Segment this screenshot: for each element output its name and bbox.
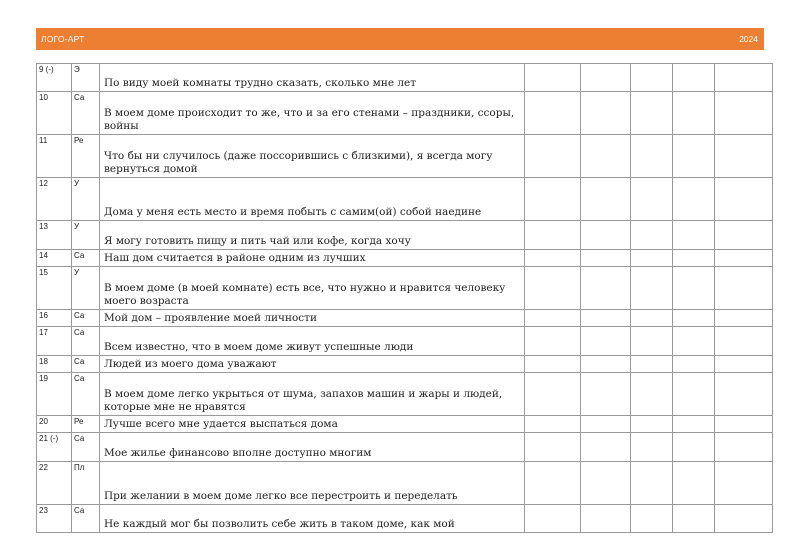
item-number: 21 (-) <box>37 433 72 462</box>
item-number: 20 <box>37 416 72 433</box>
score-cell[interactable] <box>581 310 631 327</box>
score-cell[interactable] <box>673 267 715 310</box>
item-number: 11 <box>37 135 72 178</box>
score-cell[interactable] <box>525 327 581 356</box>
score-cell[interactable] <box>631 462 673 505</box>
score-cell[interactable] <box>631 92 673 135</box>
score-cell[interactable] <box>631 310 673 327</box>
table-row <box>37 92 773 135</box>
score-cell[interactable] <box>673 356 715 373</box>
item-category: Са <box>72 505 100 533</box>
score-cell[interactable] <box>581 416 631 433</box>
table-row <box>37 221 773 250</box>
score-cell[interactable] <box>715 505 773 533</box>
score-cell[interactable] <box>581 250 631 267</box>
score-cell[interactable] <box>631 373 673 416</box>
item-statement: Людей из моего дома уважают <box>100 356 525 373</box>
score-cell[interactable] <box>525 267 581 310</box>
score-cell[interactable] <box>581 505 631 533</box>
table-row <box>37 135 773 178</box>
item-category: Э <box>72 64 100 92</box>
item-number: 10 <box>37 92 72 135</box>
item-category: Са <box>72 250 100 267</box>
score-cell[interactable] <box>525 178 581 221</box>
score-cell[interactable] <box>631 64 673 92</box>
score-cell[interactable] <box>581 433 631 462</box>
score-cell[interactable] <box>673 327 715 356</box>
score-cell[interactable] <box>715 267 773 310</box>
score-cell[interactable] <box>525 64 581 92</box>
table-row <box>37 267 773 310</box>
item-statement: При желании в моем доме легко все перестроить и переделать <box>100 462 525 505</box>
item-statement: В моем доме легко укрыться от шума, запахов машин и жары и людей, которые мне не нравятся <box>100 373 525 416</box>
item-statement: Наш дом считается в районе одним из лучших <box>100 250 525 267</box>
item-statement: Дома у меня есть место и время побыть с самим(ой) собой наедине <box>100 178 525 221</box>
item-number: 16 <box>37 310 72 327</box>
score-cell[interactable] <box>715 416 773 433</box>
item-statement: Мое жилье финансово вполне доступно многим <box>100 433 525 462</box>
score-cell[interactable] <box>581 356 631 373</box>
item-statement: Не каждый мог бы позволить себе жить в таком доме, как мой <box>100 505 525 533</box>
item-category: Са <box>72 356 100 373</box>
score-cell[interactable] <box>581 64 631 92</box>
score-cell[interactable] <box>631 250 673 267</box>
score-cell[interactable] <box>715 462 773 505</box>
item-statement: Лучше всего мне удается выспаться дома <box>100 416 525 433</box>
item-number: 13 <box>37 221 72 250</box>
item-number: 23 <box>37 505 72 533</box>
score-cell[interactable] <box>673 310 715 327</box>
item-category: Са <box>72 92 100 135</box>
table-row <box>37 64 773 92</box>
score-cell[interactable] <box>581 178 631 221</box>
table-row <box>37 433 773 462</box>
score-cell[interactable] <box>673 178 715 221</box>
item-category: У <box>72 267 100 310</box>
table-row <box>37 310 773 327</box>
score-cell[interactable] <box>581 462 631 505</box>
score-cell[interactable] <box>673 373 715 416</box>
score-cell[interactable] <box>631 327 673 356</box>
header-year: 2024 <box>739 34 758 44</box>
item-category: Са <box>72 433 100 462</box>
item-statement: В моем доме (в моей комнате) есть все, что нужно и нравится человеку моего возраста <box>100 267 525 310</box>
item-category: Са <box>72 327 100 356</box>
score-cell[interactable] <box>525 356 581 373</box>
item-number: 17 <box>37 327 72 356</box>
score-cell[interactable] <box>715 310 773 327</box>
item-statement: По виду моей комнаты трудно сказать, сколько мне лет <box>100 64 525 92</box>
score-cell[interactable] <box>631 135 673 178</box>
score-cell[interactable] <box>673 135 715 178</box>
item-statement: В моем доме происходит то же, что и за его стенами – праздники, ссоры, войны <box>100 92 525 135</box>
score-cell[interactable] <box>581 92 631 135</box>
score-cell[interactable] <box>715 373 773 416</box>
item-category: Са <box>72 310 100 327</box>
item-number: 19 <box>37 373 72 416</box>
score-cell[interactable] <box>525 462 581 505</box>
score-cell[interactable] <box>715 221 773 250</box>
questionnaire-table <box>36 63 773 533</box>
score-cell[interactable] <box>525 221 581 250</box>
item-category: У <box>72 221 100 250</box>
score-cell[interactable] <box>673 416 715 433</box>
score-cell[interactable] <box>525 416 581 433</box>
item-category: Са <box>72 373 100 416</box>
score-cell[interactable] <box>673 64 715 92</box>
score-cell[interactable] <box>673 505 715 533</box>
item-statement: Всем известно, что в моем доме живут успешные люди <box>100 327 525 356</box>
table-row <box>37 356 773 373</box>
score-cell[interactable] <box>673 221 715 250</box>
score-cell[interactable] <box>673 462 715 505</box>
table-row <box>37 250 773 267</box>
item-category: Ре <box>72 135 100 178</box>
score-cell[interactable] <box>673 250 715 267</box>
score-cell[interactable] <box>581 267 631 310</box>
score-cell[interactable] <box>715 92 773 135</box>
item-statement: Я могу готовить пищу и пить чай или кофе, когда хочу <box>100 221 525 250</box>
score-cell[interactable] <box>715 356 773 373</box>
item-number: 9 (-) <box>37 64 72 92</box>
item-number: 15 <box>37 267 72 310</box>
score-cell[interactable] <box>631 221 673 250</box>
item-number: 14 <box>37 250 72 267</box>
score-cell[interactable] <box>715 433 773 462</box>
score-cell[interactable] <box>525 433 581 462</box>
score-cell[interactable] <box>631 433 673 462</box>
score-cell[interactable] <box>673 433 715 462</box>
item-number: 18 <box>37 356 72 373</box>
score-cell[interactable] <box>631 178 673 221</box>
score-cell[interactable] <box>715 64 773 92</box>
score-cell[interactable] <box>525 92 581 135</box>
item-category: Ре <box>72 416 100 433</box>
item-category: Пл <box>72 462 100 505</box>
score-cell[interactable] <box>715 327 773 356</box>
score-cell[interactable] <box>581 327 631 356</box>
table-row <box>37 416 773 433</box>
brand-logo-text: ЛОГО-АРТ <box>41 34 85 44</box>
score-cell[interactable] <box>673 92 715 135</box>
item-number: 12 <box>37 178 72 221</box>
score-cell[interactable] <box>525 505 581 533</box>
score-cell[interactable] <box>525 373 581 416</box>
table-row <box>37 505 773 533</box>
score-cell[interactable] <box>581 135 631 178</box>
score-cell[interactable] <box>631 267 673 310</box>
score-cell[interactable] <box>715 135 773 178</box>
score-cell[interactable] <box>715 250 773 267</box>
score-cell[interactable] <box>525 250 581 267</box>
score-cell[interactable] <box>715 178 773 221</box>
item-statement: Что бы ни случилось (даже поссорившись с близкими), я всегда могу вернуться домой <box>100 135 525 178</box>
table-row <box>37 178 773 221</box>
table-row <box>37 462 773 505</box>
table-row <box>37 327 773 356</box>
score-cell[interactable] <box>631 356 673 373</box>
score-cell[interactable] <box>581 373 631 416</box>
score-cell[interactable] <box>631 505 673 533</box>
score-cell[interactable] <box>631 416 673 433</box>
table-row <box>37 373 773 416</box>
score-cell[interactable] <box>581 221 631 250</box>
item-statement: Мой дом – проявление моей личности <box>100 310 525 327</box>
item-number: 22 <box>37 462 72 505</box>
page-header <box>36 28 764 50</box>
item-category: У <box>72 178 100 221</box>
score-cell[interactable] <box>525 310 581 327</box>
score-cell[interactable] <box>525 135 581 178</box>
